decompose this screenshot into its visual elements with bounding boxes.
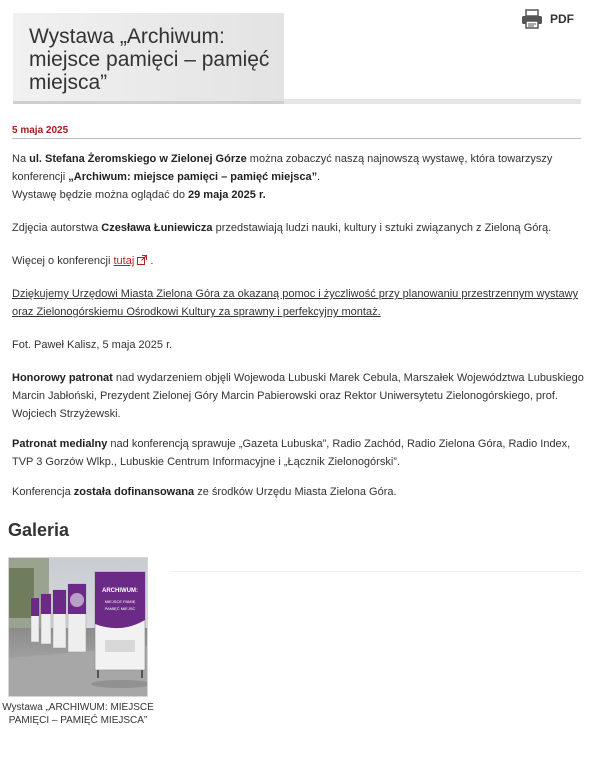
pdf-button[interactable] bbox=[521, 8, 574, 30]
article-date: 5 maja 2025 bbox=[12, 125, 69, 136]
thanks-link[interactable]: Dziękujemy Urzędowi Miasta Zielona Góra za okazaną pomoc i życzliwość przy planowaniu przestrzennym wystawy oraz Zielonogórskiemu Ośrodkowi Kultury za sprawny i perfekcyjny montaż. bbox=[12, 288, 579, 318]
exhibition-photo[interactable] bbox=[8, 557, 148, 697]
paragraph-thanks bbox=[12, 285, 584, 321]
location-bold: ul. Stefana Żeromskiego w Zielonej Górze bbox=[29, 153, 247, 165]
page-title-box bbox=[13, 13, 284, 104]
divider bbox=[12, 138, 581, 139]
photographer-name: Czesława Łuniewicza bbox=[101, 222, 213, 234]
header-strip bbox=[284, 99, 581, 104]
pdf-label: PDF bbox=[550, 12, 574, 26]
paragraph-honorary-patronage: Honorowy patronat nad wydarzeniem objęli Wojewoda Lubuski Marek Cebula, Marszałek Województwa Lubuskiego Marcin Jabłoński, Prezydent Zielonej Góry Marcin Pabierowski oraz Rektor Uniwersytetu Zielonogórskiego, prof. Wojciech Strzyżewski. bbox=[12, 372, 584, 420]
paragraph-photos-author: Zdjęcia autorstwa Czesława Łuniewicza przedstawiają ludzi nauki, kultury i sztuki związanych z Zieloną Górą. bbox=[12, 222, 552, 234]
panel-text: MIEJSCE PAMIĘ bbox=[104, 599, 136, 604]
gallery-item[interactable] bbox=[2, 557, 154, 727]
conference-name: „Archiwum: miejsce pamięci – pamięć miejsca” bbox=[68, 171, 318, 183]
divider bbox=[170, 571, 581, 572]
page-title: Wystawa „Archiwum: miejsce pamięci – pamięć miejsca” bbox=[29, 25, 270, 94]
paragraph-photo-credit: Fot. Paweł Kalisz, 5 maja 2025 r. bbox=[12, 339, 173, 351]
paragraph-media-patronage: Patronat medialny nad konferencją sprawuje „Gazeta Lubuska”, Radio Zachód, Radio Zielona Góra, Radio Index, TVP 3 Gorzów Wlkp., Lubuskie Centrum Informacyjne i „Łącznik Zielonogórski”. bbox=[12, 438, 571, 468]
article-body bbox=[12, 150, 584, 516]
panel-text: ARCHIWUM: bbox=[102, 588, 138, 594]
paragraph-more-info: Więcej o konferencji tutaj . bbox=[12, 255, 154, 267]
gallery-caption[interactable]: Wystawa „ARCHIWUM: MIEJSCE PAMIĘCI – PAMIĘĆ MIEJSCA” bbox=[2, 702, 154, 726]
paragraph-funding: Konferencja została dofinansowana ze środków Urzędu Miasta Zielona Góra. bbox=[12, 486, 397, 498]
printer-icon bbox=[521, 9, 543, 29]
external-link-icon bbox=[137, 253, 147, 263]
gallery-title: Galeria bbox=[8, 520, 70, 540]
end-date: 29 maja 2025 r. bbox=[188, 189, 266, 201]
conference-link[interactable]: tutaj bbox=[113, 255, 135, 267]
paragraph-location: Na ul. Stefana Żeromskiego w Zielonej Górze można zobaczyć naszą najnowszą wystawę, która towarzyszy konferencji „Archiwum: miejsce pamięci – pamięć miejsca”. Wystawę będzie można oglądać do 29 maja 2025 r. bbox=[12, 153, 553, 201]
panel-text: PAMIĘĆ MIEJSC bbox=[104, 606, 136, 611]
